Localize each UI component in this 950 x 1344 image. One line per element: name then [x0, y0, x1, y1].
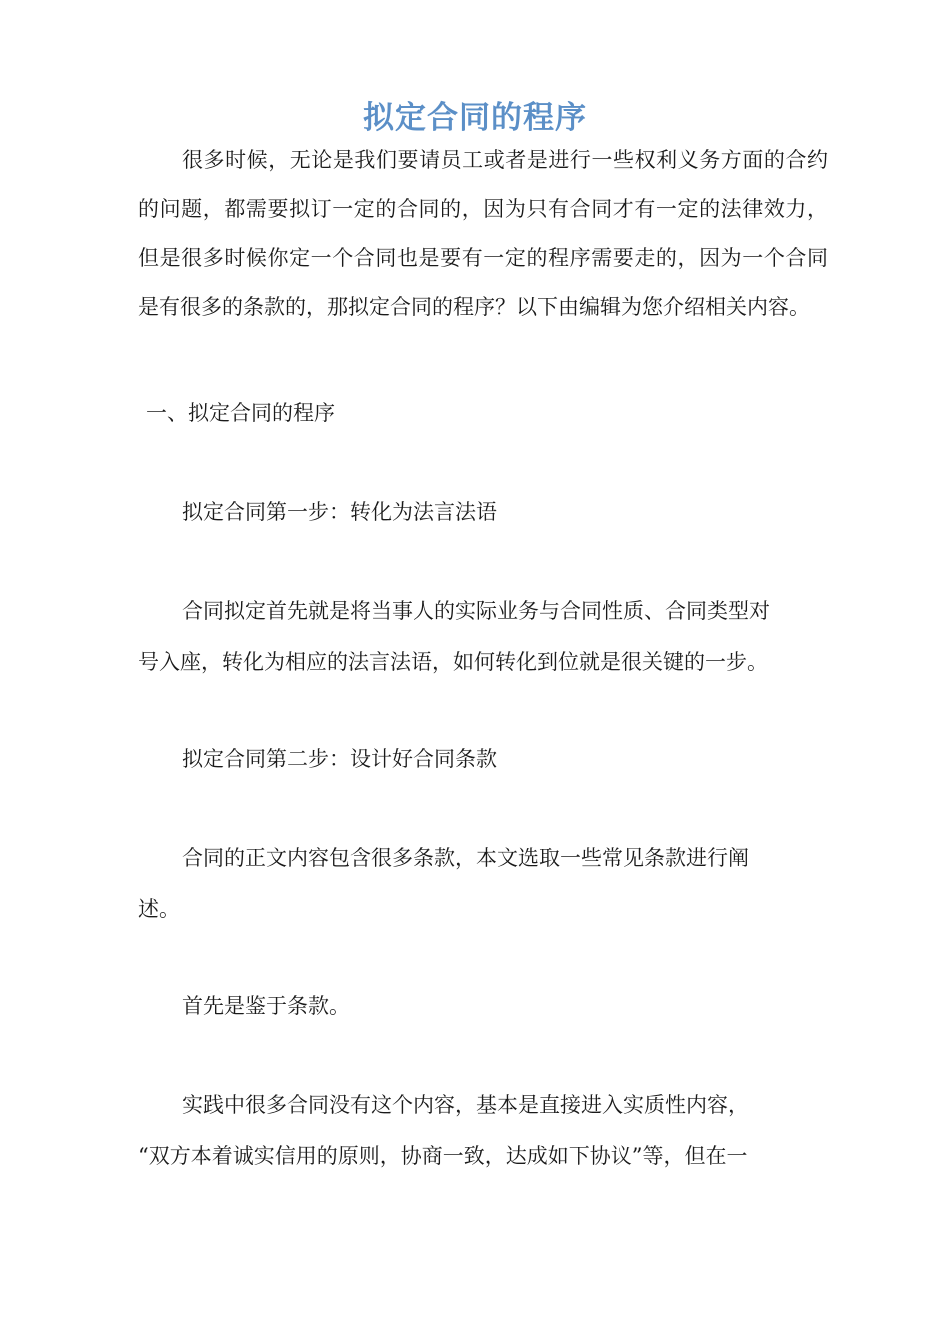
clause-heading: 首先是鉴于条款。: [182, 994, 350, 1018]
step2-body-line-2: 述。: [138, 897, 180, 921]
step1-heading: 拟定合同第一步：转化为法言法语: [182, 500, 497, 524]
intro-paragraph: 很多时候，无论是我们要请员工或者是进行一些权利义务方面的合约的问题，都需要拟订一定的合同的，因为只有合同才有一定的法律效力，但是很多时候你定一个合同也是要有一定的程序需要走的，因为一个合同是有很多的条款的，那拟定合同的程序？以下由编辑为您介绍相关内容。: [138, 148, 828, 319]
clause-body-line-2: “双方本着诚实信用的原则，协商一致，达成如下协议”等，但在一: [138, 1144, 748, 1168]
section-heading: 一、拟定合同的程序: [146, 401, 335, 425]
clause-body-line-1: 实践中很多合同没有这个内容，基本是直接进入实质性内容，: [182, 1093, 749, 1117]
step1-body-line-2: 号入座，转化为相应的法言法语，如何转化到位就是很关键的一步。: [138, 650, 768, 674]
step2-body-line-1: 合同的正文内容包含很多条款，本文选取一些常见条款进行阐: [182, 846, 749, 870]
step1-body-line-1: 合同拟定首先就是将当事人的实际业务与合同性质、合同类型对: [182, 599, 770, 623]
step2-heading: 拟定合同第二步：设计好合同条款: [182, 747, 497, 771]
document-title: 拟定合同的程序: [363, 100, 587, 136]
